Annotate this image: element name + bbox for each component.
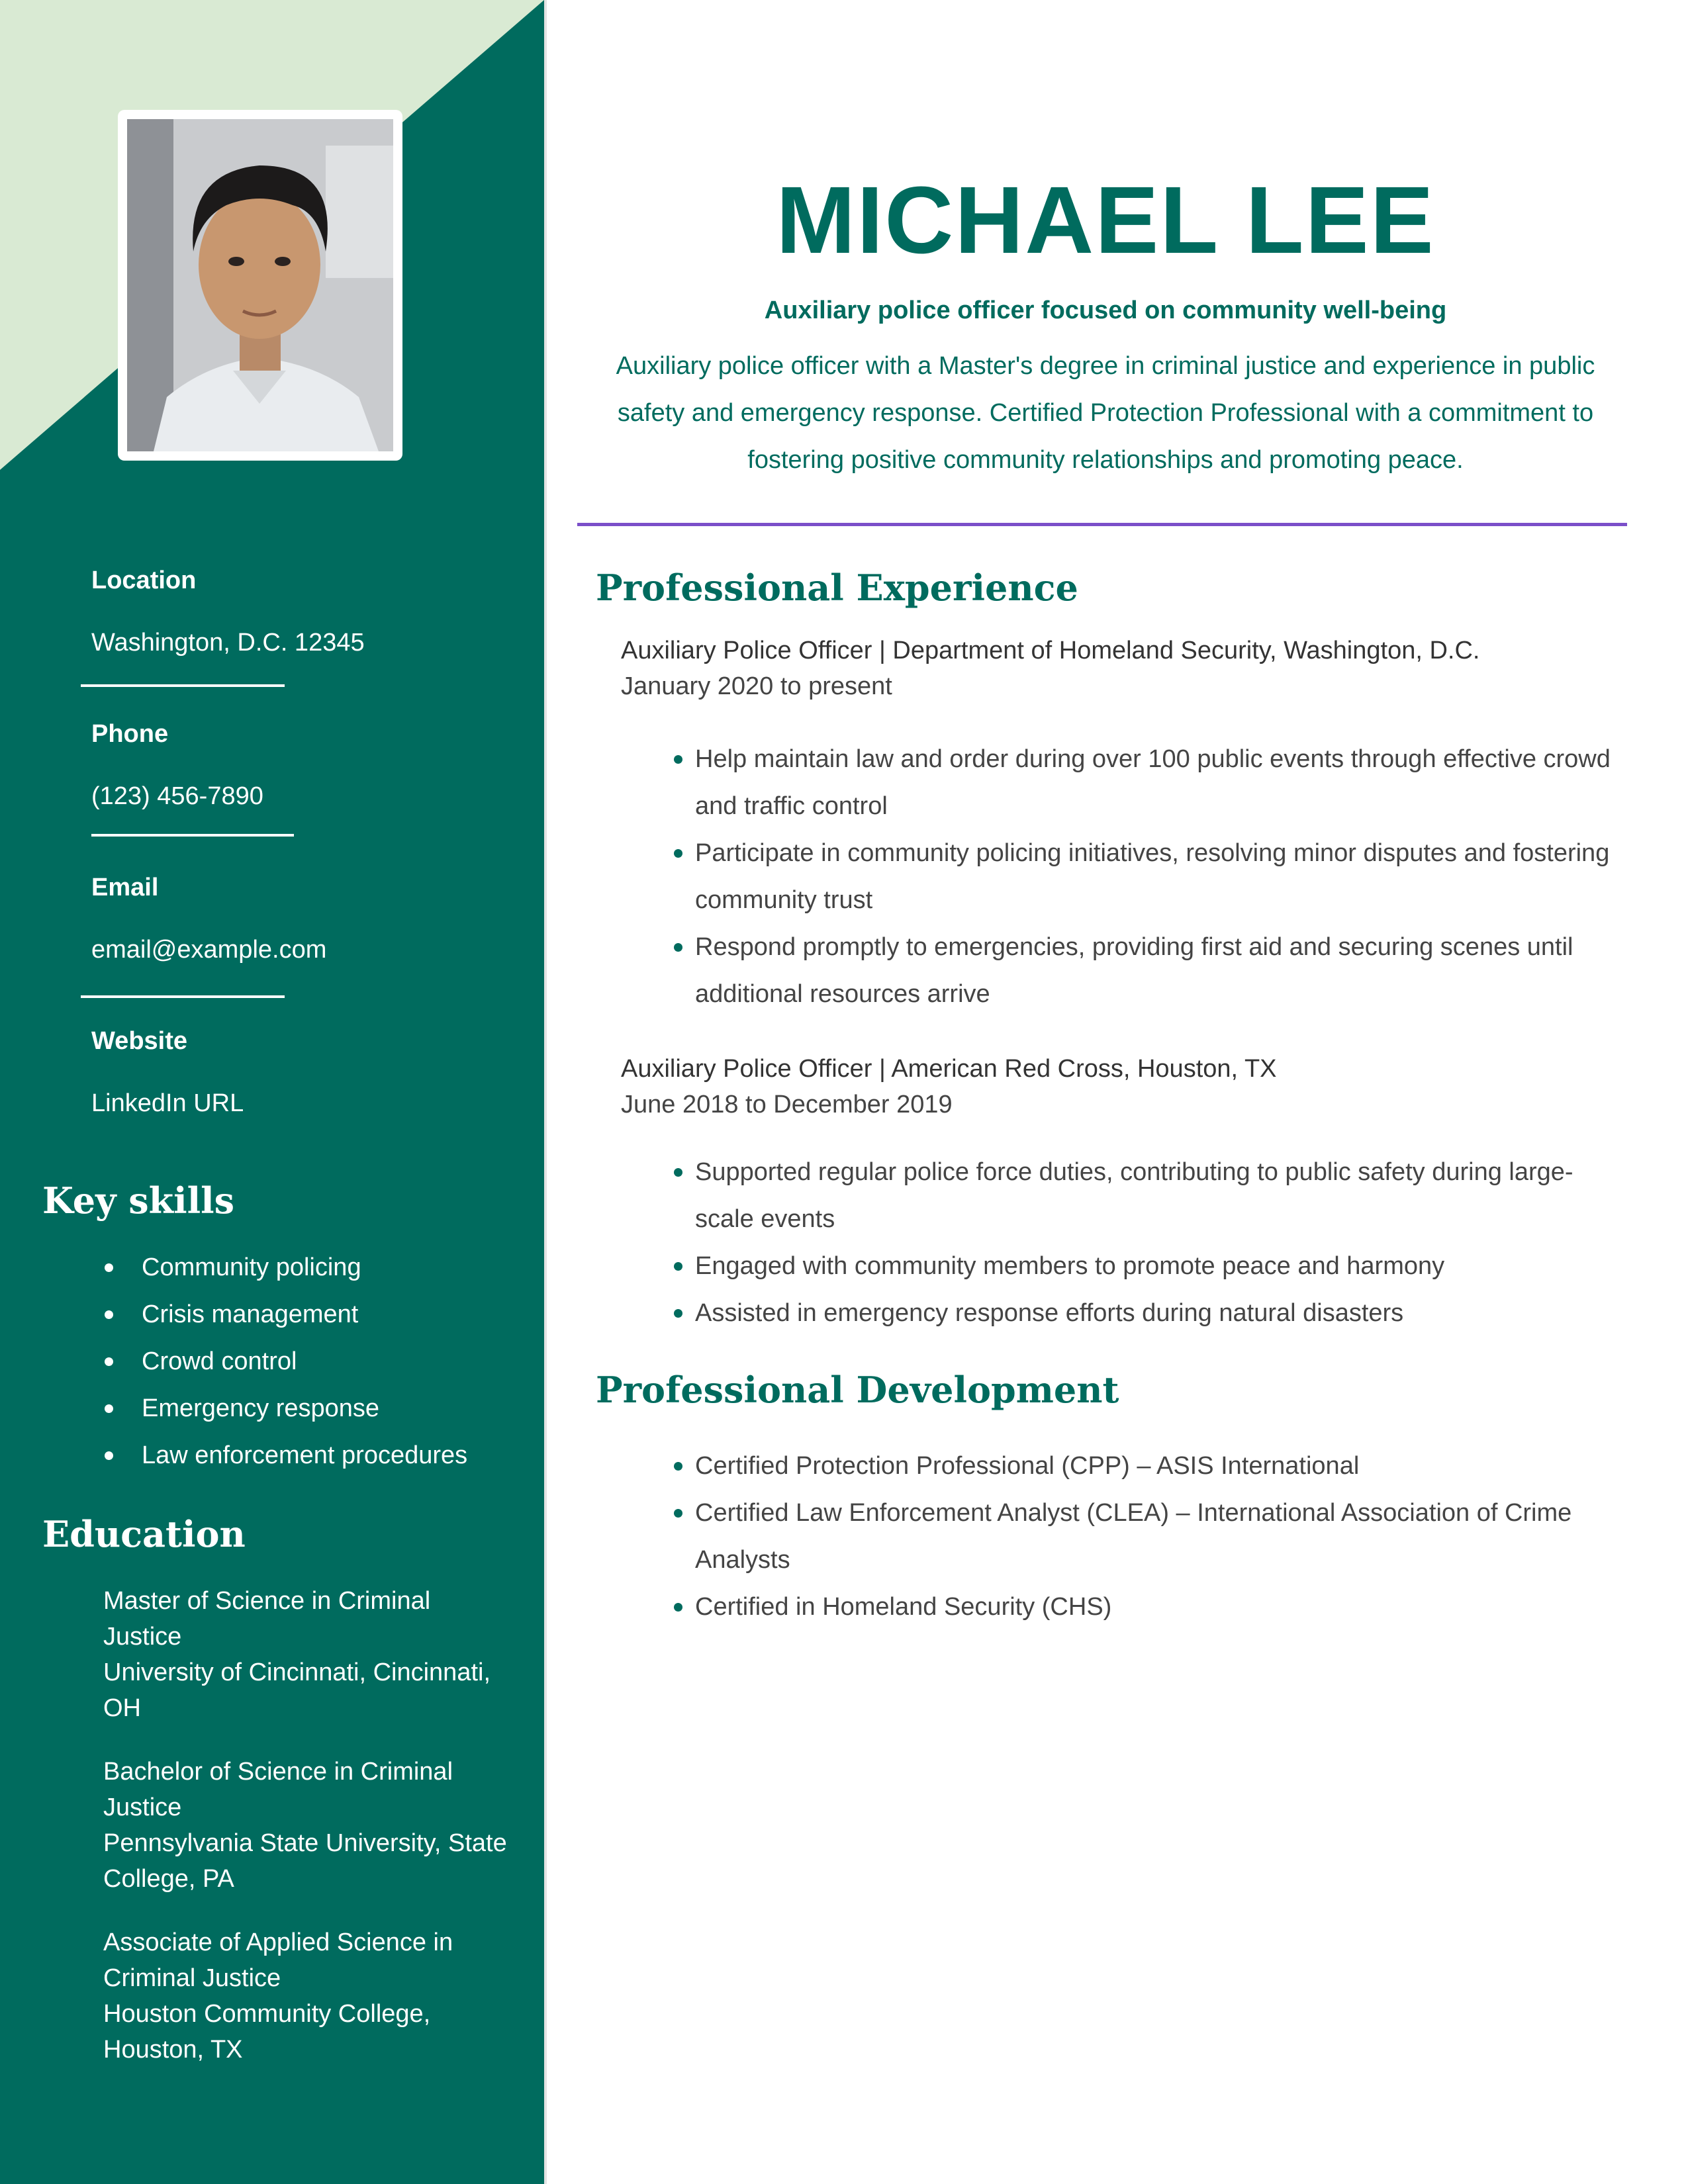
- job-title: Auxiliary Police Officer | American Red Cross, Houston, TX: [621, 1055, 1277, 1083]
- location-value: Washington, D.C. 12345: [91, 629, 365, 657]
- job-bullet: Help maintain law and order during over 100 public events through effective crowd and traffic control: [674, 736, 1627, 830]
- contact-phone: [91, 720, 263, 810]
- bullet-icon: [105, 1404, 113, 1413]
- bullet-icon: [105, 1263, 113, 1272]
- job-dates: June 2018 to December 2019: [621, 1091, 953, 1118]
- development-heading: Professional Development: [596, 1369, 1119, 1411]
- phone-label: Phone: [91, 720, 169, 748]
- skills-heading: Key skills: [42, 1179, 235, 1222]
- job-bullets: [674, 736, 1627, 1018]
- education-entry: [103, 1583, 514, 1726]
- skill-item: [99, 1432, 467, 1479]
- website-value[interactable]: LinkedIn URL: [91, 1089, 244, 1117]
- experience-heading: Professional Experience: [596, 567, 1078, 609]
- education-entry: [103, 1754, 514, 1897]
- skill-item: [99, 1244, 467, 1291]
- sidebar: [0, 0, 544, 2184]
- certification-item: Certified Protection Professional (CPP) – ASIS International: [674, 1443, 1627, 1490]
- education-heading: Education: [42, 1513, 246, 1555]
- contact-divider: [81, 995, 285, 998]
- degree: Associate of Applied Science in Criminal Justice: [103, 1929, 453, 1992]
- skill-item: [99, 1385, 467, 1432]
- phone-value[interactable]: (123) 456-7890: [91, 782, 263, 810]
- summary: Auxiliary police officer with a Master's degree in criminal justice and experience in public safety and emergency response. Certified Protection Professional with a commitment to fostering positive community relationships and promoting peace.: [616, 352, 1595, 474]
- degree: Master of Science in Criminal Justice: [103, 1587, 431, 1651]
- skill-label: Crowd control: [142, 1347, 297, 1375]
- section-divider: [577, 523, 1627, 526]
- skill-label: Law enforcement procedures: [142, 1441, 468, 1469]
- job-bullet: Supported regular police force duties, contributing to public safety during large-scale events: [674, 1149, 1627, 1243]
- education-entry: [103, 1925, 514, 2068]
- skills-list: [99, 1244, 467, 1479]
- school: Houston Community College, Houston, TX: [103, 2000, 431, 2064]
- job-dates: January 2020 to present: [621, 672, 892, 700]
- skill-label: Community policing: [142, 1253, 361, 1281]
- job-bullet: Engaged with community members to promote peace and harmony: [674, 1243, 1627, 1290]
- contact-location: [91, 567, 365, 657]
- certification-item: Certified in Homeland Security (CHS): [674, 1584, 1627, 1631]
- school: University of Cincinnati, Cincinnati, OH: [103, 1659, 491, 1722]
- bullet-icon: [105, 1357, 113, 1366]
- school: Pennsylvania State University, State College, PA: [103, 1829, 507, 1893]
- skill-item: [99, 1291, 467, 1338]
- skill-label: Emergency response: [142, 1394, 380, 1422]
- website-label: Website: [91, 1027, 188, 1055]
- job-bullet: Respond promptly to emergencies, providing first aid and securing scenes until additional resources arrive: [674, 924, 1627, 1018]
- portrait-image: [127, 119, 393, 451]
- skill-label: Crisis management: [142, 1300, 359, 1328]
- contact-divider: [91, 834, 294, 837]
- job-bullet: Participate in community policing initiatives, resolving minor disputes and fostering community trust: [674, 830, 1627, 924]
- job-bullet: Assisted in emergency response efforts during natural disasters: [674, 1290, 1627, 1337]
- certification-item: Certified Law Enforcement Analyst (CLEA) – International Association of Crime Analysts: [674, 1490, 1627, 1584]
- bullet-icon: [105, 1451, 113, 1460]
- headline: Auxiliary police officer focused on community well-being: [764, 296, 1447, 324]
- email-value[interactable]: email@example.com: [91, 936, 327, 964]
- degree: Bachelor of Science in Criminal Justice: [103, 1758, 453, 1821]
- profile-photo: [127, 119, 393, 451]
- job-title: Auxiliary Police Officer | Department of Homeland Security, Washington, D.C.: [621, 637, 1480, 664]
- email-label: Email: [91, 874, 159, 901]
- skill-item: [99, 1338, 467, 1385]
- development-list: [674, 1443, 1627, 1631]
- job-bullets: [674, 1149, 1627, 1337]
- contact-divider: [81, 684, 285, 687]
- profile-photo-frame: [118, 110, 402, 461]
- sidebar-edge: [544, 0, 547, 2184]
- contact-website: [91, 1027, 244, 1117]
- candidate-name: MICHAEL LEE: [776, 167, 1435, 273]
- contact-email: [91, 874, 327, 964]
- location-label: Location: [91, 567, 197, 594]
- bullet-icon: [105, 1310, 113, 1319]
